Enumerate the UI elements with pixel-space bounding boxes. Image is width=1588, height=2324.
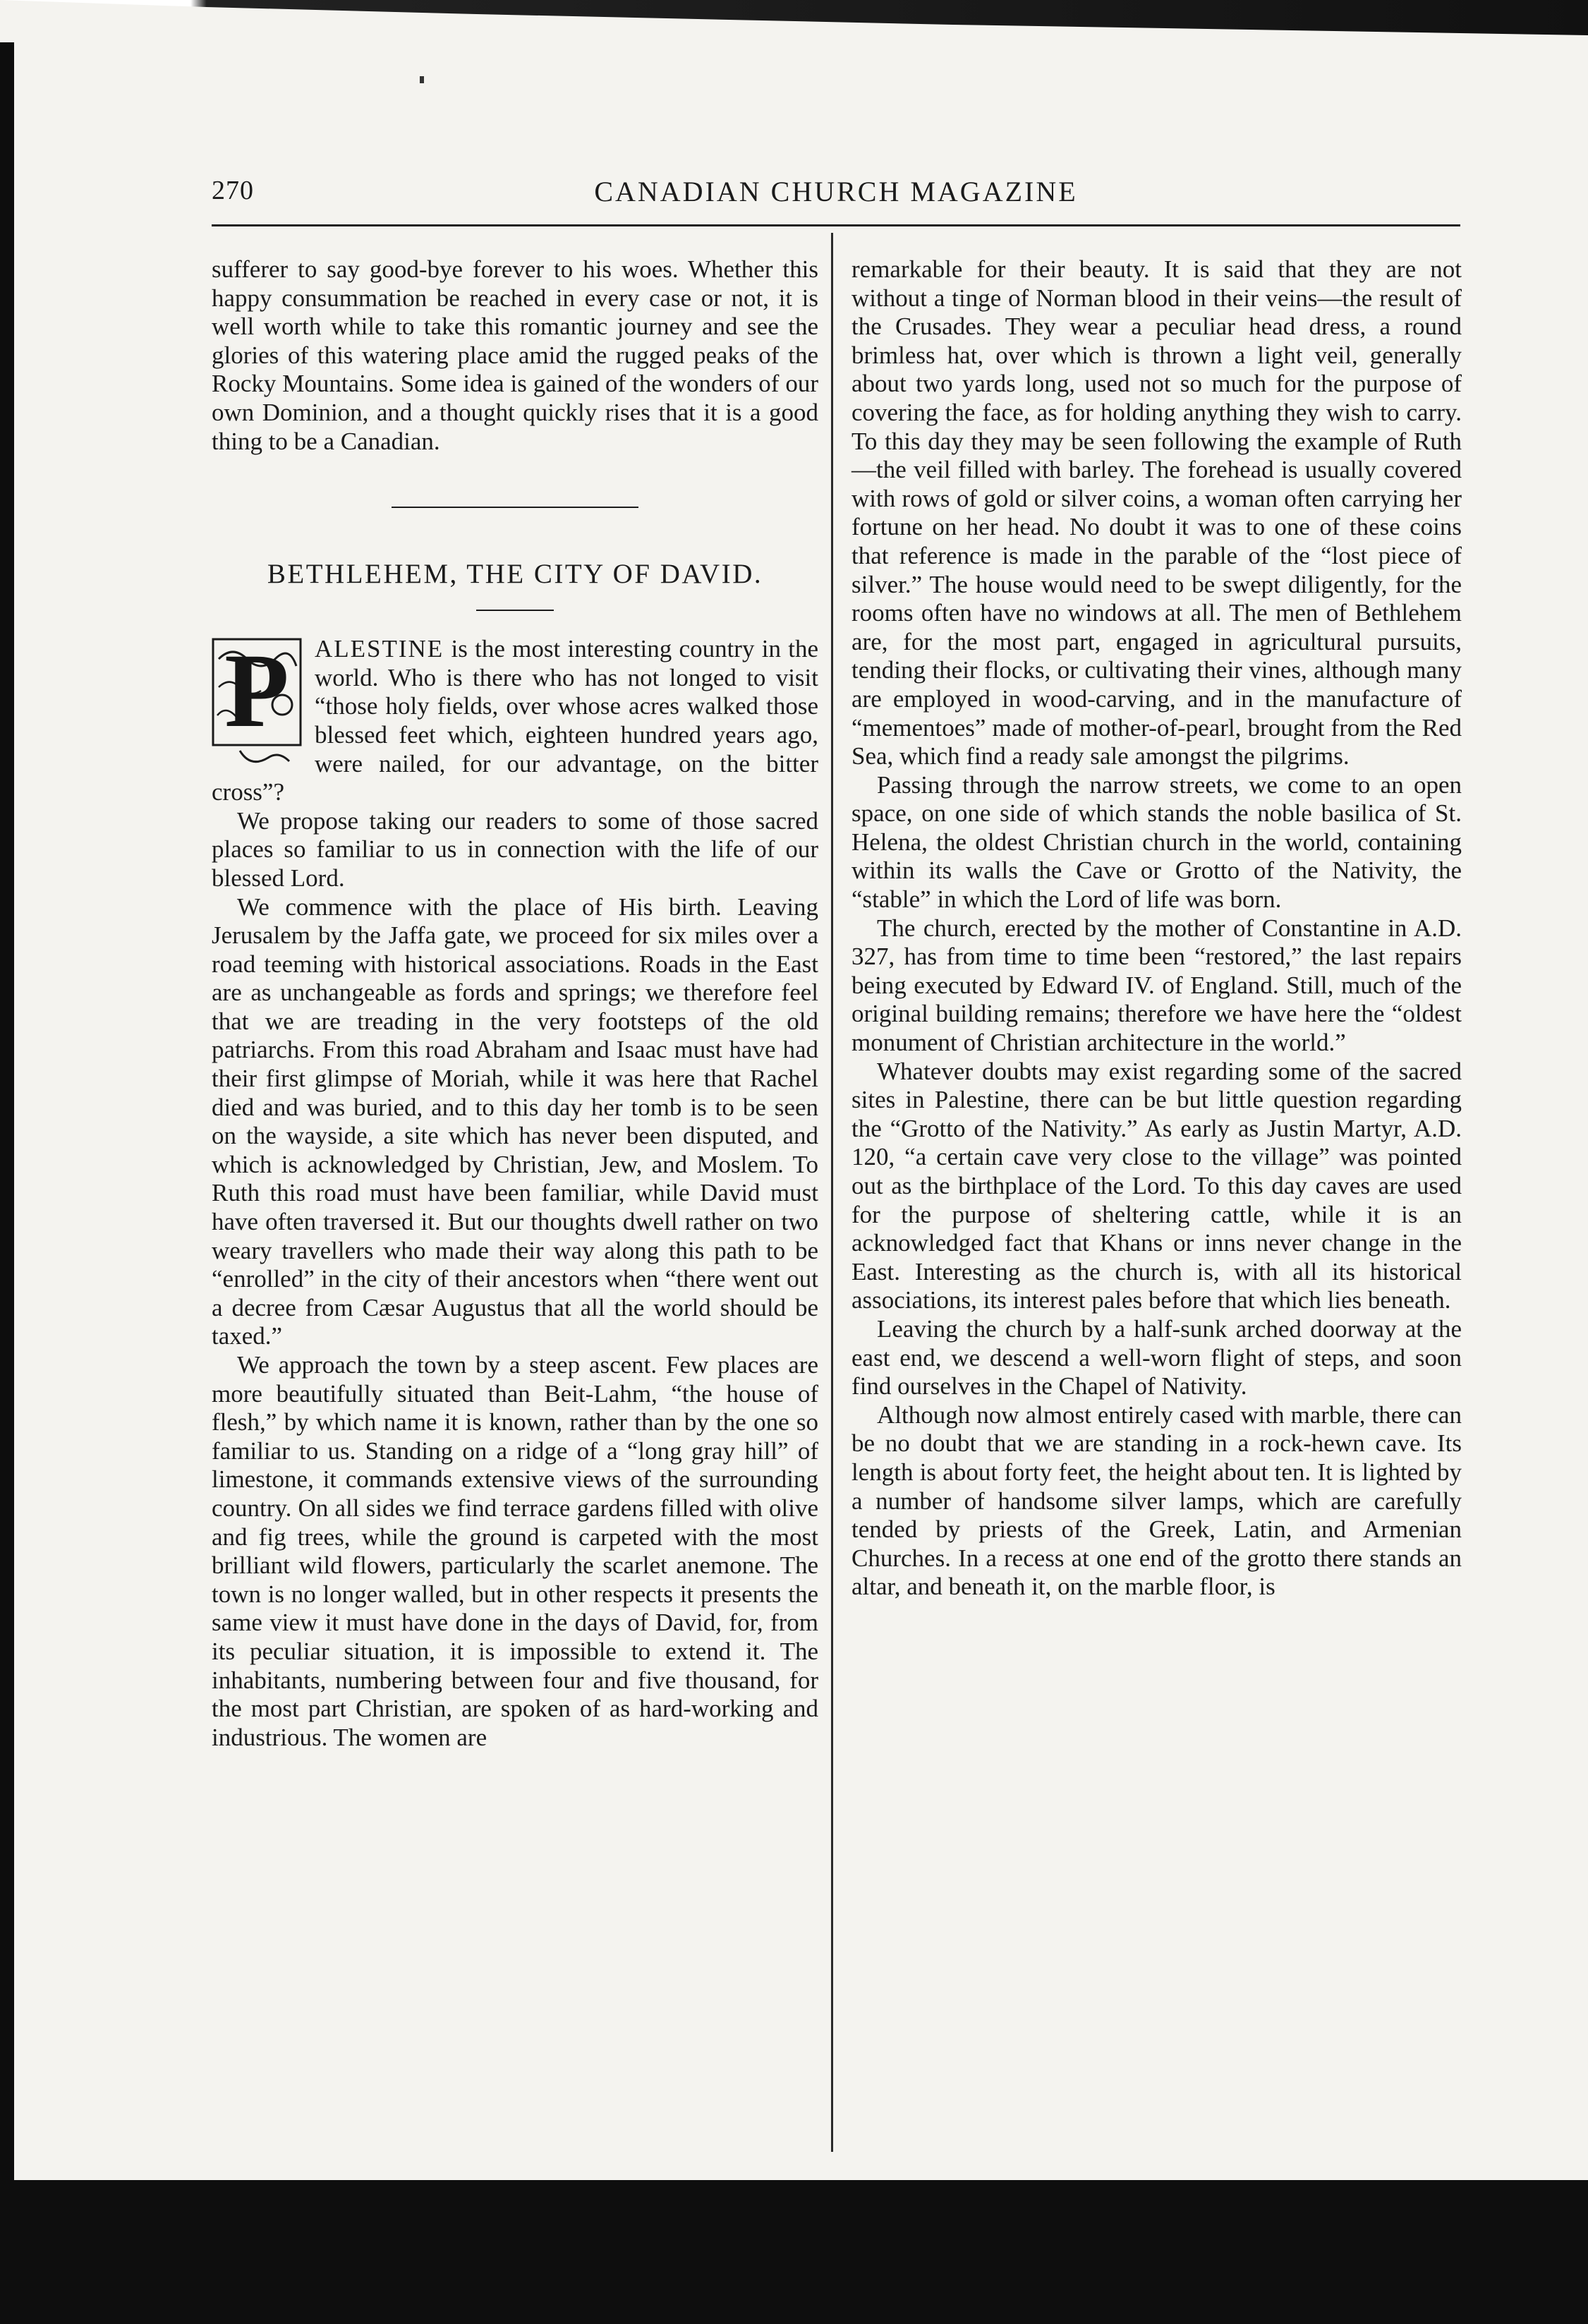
- section-separator-rule: [392, 507, 638, 508]
- opening-paragraph-block: [212, 632, 818, 807]
- ornamental-drop-cap: [212, 632, 302, 772]
- scan-edge-top: [0, 0, 1588, 35]
- body-paragraph: We propose taking our readers to some of those sacred places so familiar to us in connection with the life of our blessed Lord.: [212, 806, 818, 892]
- opening-paragraph: [212, 632, 818, 807]
- ink-speck: [420, 76, 424, 83]
- body-paragraph: Whatever doubts may exist regarding some of the sacred sites in Palestine, there can be but little question regarding the “Grotto of the Nativity.” As early as Justin Martyr, A.D. 120, “a certain cave very close to the village” was pointed out as the birthplace of the Lord. To this day caves are used for the purpose of sheltering cattle, while it is an acknowledged fact that Khans or inns never change in the East. Interesting as the church is, with all its historical associations, its interest pales before that which lies beneath.: [851, 1057, 1462, 1314]
- scan-edge-left: [0, 42, 14, 2324]
- scan-edge-bottom: [0, 2180, 1588, 2324]
- page-header: [212, 175, 1460, 217]
- body-paragraph: remarkable for their beauty. It is said that they are not without a tinge of Norman blood in their veins—the result of the Crusades. They wear a peculiar head dress, a round brimless hat, over which is thrown a light veil, generally about two yards long, used not so much for the purpose of covering the face, as for holding anything they wish to carry. To this day they may be seen following the example of Ruth—the veil filled with barley. The forehead is usually covered with rows of gold or silver coins, a woman often carrying her fortune on her head. No doubt it was to one of these coins that reference is made in the parable of the “lost piece of silver.” The house would need to be swept diligently, for the rooms often have no windows at all. The men of Bethlehem are, for the most part, engaged in agricultural pursuits, tending their flocks, or cultivating their vines, although many are employed in wood-carving, and in the manufacture of “mementoes” made of mother-of-pearl, brought from the Red Sea, which find a ready sale amongst the pilgrims.: [851, 255, 1462, 770]
- right-column: [851, 255, 1462, 1602]
- opening-first-word: ALESTINE: [315, 635, 444, 663]
- body-paragraph: Although now almost entirely cased with marble, there can be no doubt that we are standing in a rock-hewn cave. Its length is about forty feet, the height about ten. It is lighted by a number of handsome silver lamps, which are carefully tended by priests of the Greek, Latin, and Armenian Churches. In a recess at one end of the grotto there stands an altar, and beneath it, on the marble floor, is: [851, 1400, 1462, 1601]
- body-paragraph: We commence with the place of His birth. Leaving Jerusalem by the Jaffa gate, we proceed for six miles over a road teeming with historical associations. Roads in the East are as unchangeable as fords and springs; we therefore feel that we are treading in the very footsteps of the old patriarchs. From this road Abraham and Isaac must have had their first glimpse of Moriah, while it was here that Rachel died and was buried, and to this day her tomb is to be seen on the wayside, a site which has never been disputed, and which is acknowledged by Christian, Jew, and Moslem. To Ruth this road must have been familiar, while David must have often traversed it. But our thoughts dwell rather on two weary travellers who made their way along this path to be “enrolled” in the city of their ancestors when “there went out a decree from Cæsar Augustus that all the world should be taxed.”: [212, 892, 818, 1350]
- body-paragraph: Leaving the church by a half-sunk arched doorway at the east end, we descend a well-worn flight of steps, and soon find ourselves in the Chapel of Nativity.: [851, 1314, 1462, 1400]
- header-rule: [212, 224, 1460, 226]
- running-title: CANADIAN CHURCH MAGAZINE: [594, 176, 1078, 207]
- opening-paragraph-text: is the most interesting country in the world. Who is there who has not longed to visit “those holy fields, over whose acres walked those blessed feet which, eighteen hundred years ago, were nailed, for our advantage, on the bitter cross”?: [212, 635, 818, 806]
- section-title: BETHLEHEM, THE CITY OF DAVID.: [267, 559, 763, 590]
- column-divider: [831, 233, 833, 2152]
- title-underline-rule: [476, 610, 554, 611]
- page-number: 270: [212, 176, 254, 205]
- body-paragraph: Passing through the narrow streets, we come to an open space, on one side of which stands the noble basilica of St. Helena, the oldest Christian church in the world, containing within its walls the Cave or Grotto of the Nativity, the “stable” in which the Lord of life was born.: [851, 770, 1462, 914]
- drop-cap-letter: P: [224, 632, 289, 750]
- body-paragraph: The church, erected by the mother of Constantine in A.D. 327, has from time to time been “restored,” the last repairs being executed by Edward IV. of England. Still, much of the original building remains; therefore we have here the “oldest monument of Christian architecture in the world.”: [851, 914, 1462, 1057]
- intro-paragraph: sufferer to say good-bye forever to his woes. Whether this happy consummation be reached in every case or not, it is well worth while to take this romantic journey and see the glories of this watering place amid the rugged peaks of the Rocky Mountains. Some idea is gained of the wonders of our own Dominion, and a thought quickly rises that it is a good thing to be a Canadian.: [212, 255, 818, 455]
- body-paragraph: We approach the town by a steep ascent. Few places are more beautifully situated than Beit-Lahm, “the house of flesh,” by which name it is known, rather than by the one so familiar to us. Standing on a ridge of a “long gray hill” of limestone, it commands extensive views of the surrounding country. On all sides we find terrace gardens filled with olive and fig trees, while the ground is carpeted with the most brilliant wild flowers, particularly the scarlet anemone. The town is no longer walled, but in other respects it presents the same view it must have done in the days of David, for, from its peculiar situation, it is impossible to extend it. The inhabitants, numbering between four and five thousand, for the most part Christian, are spoken of as hard-working and industrious. The women are: [212, 1351, 818, 1751]
- left-column: [212, 255, 818, 1752]
